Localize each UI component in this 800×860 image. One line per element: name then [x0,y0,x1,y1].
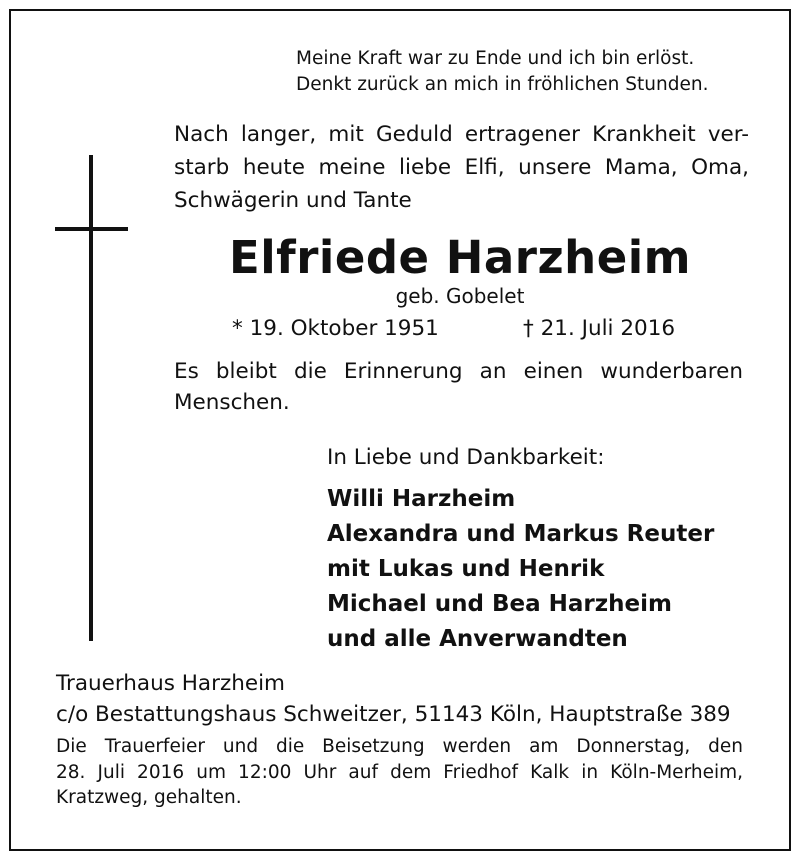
ceremony-line: Kratzweg, gehalten. [56,787,242,808]
memory-text [174,356,743,418]
memory-line: Es bleibt die Erinnerung an einen wunderbaren [174,359,743,384]
intro-line: starb heute meine liebe Elfi, unsere Mama, Oma, [174,155,749,180]
intro-text [174,118,749,217]
mourners-heading: In Liebe und Dankbarkeit: [327,445,605,470]
ceremony-line: 28. Juli 2016 um 12:00 Uhr auf dem Friedhof Kalk in Köln-Merheim, [56,761,743,783]
birth-date: * 19. Oktober 1951 [232,316,439,341]
mourning-house: Trauerhaus Harzheim [56,671,286,696]
birth-name: geb. Gobelet [395,284,525,308]
deceased-name: Elfriede Harzheim [228,231,692,284]
ceremony-line: Die Trauerfeier und die Beisetzung werden am Donnerstag, den [56,736,743,757]
mourner-name: Michael und Bea Harzheim [327,591,672,617]
mourner-name: mit Lukas und Henrik [327,556,605,582]
mourners-list [327,482,714,657]
mourner-name: Alexandra und Markus Reuter [327,521,715,547]
motto-line: Meine Kraft war zu Ende und ich bin erlöst. [296,48,695,69]
cross-icon-bar [55,227,128,231]
motto-line: Denkt zurück an mich in fröhlichen Stunden. [296,74,709,95]
mourner-name: und alle Anverwandten [327,626,628,652]
motto-verse [296,46,746,98]
ceremony-info [56,734,743,811]
intro-line: Nach langer, mit Geduld ertragener Krankheit ver- [174,122,749,147]
death-date: † 21. Juli 2016 [523,316,676,341]
mourning-address: c/o Bestattungshaus Schweitzer, 51143 Köln, Hauptstraße 389 [56,702,731,727]
mourner-name: Willi Harzheim [327,486,516,512]
memory-line: Menschen. [174,390,290,415]
intro-line: Schwägerin und Tante [174,188,412,213]
